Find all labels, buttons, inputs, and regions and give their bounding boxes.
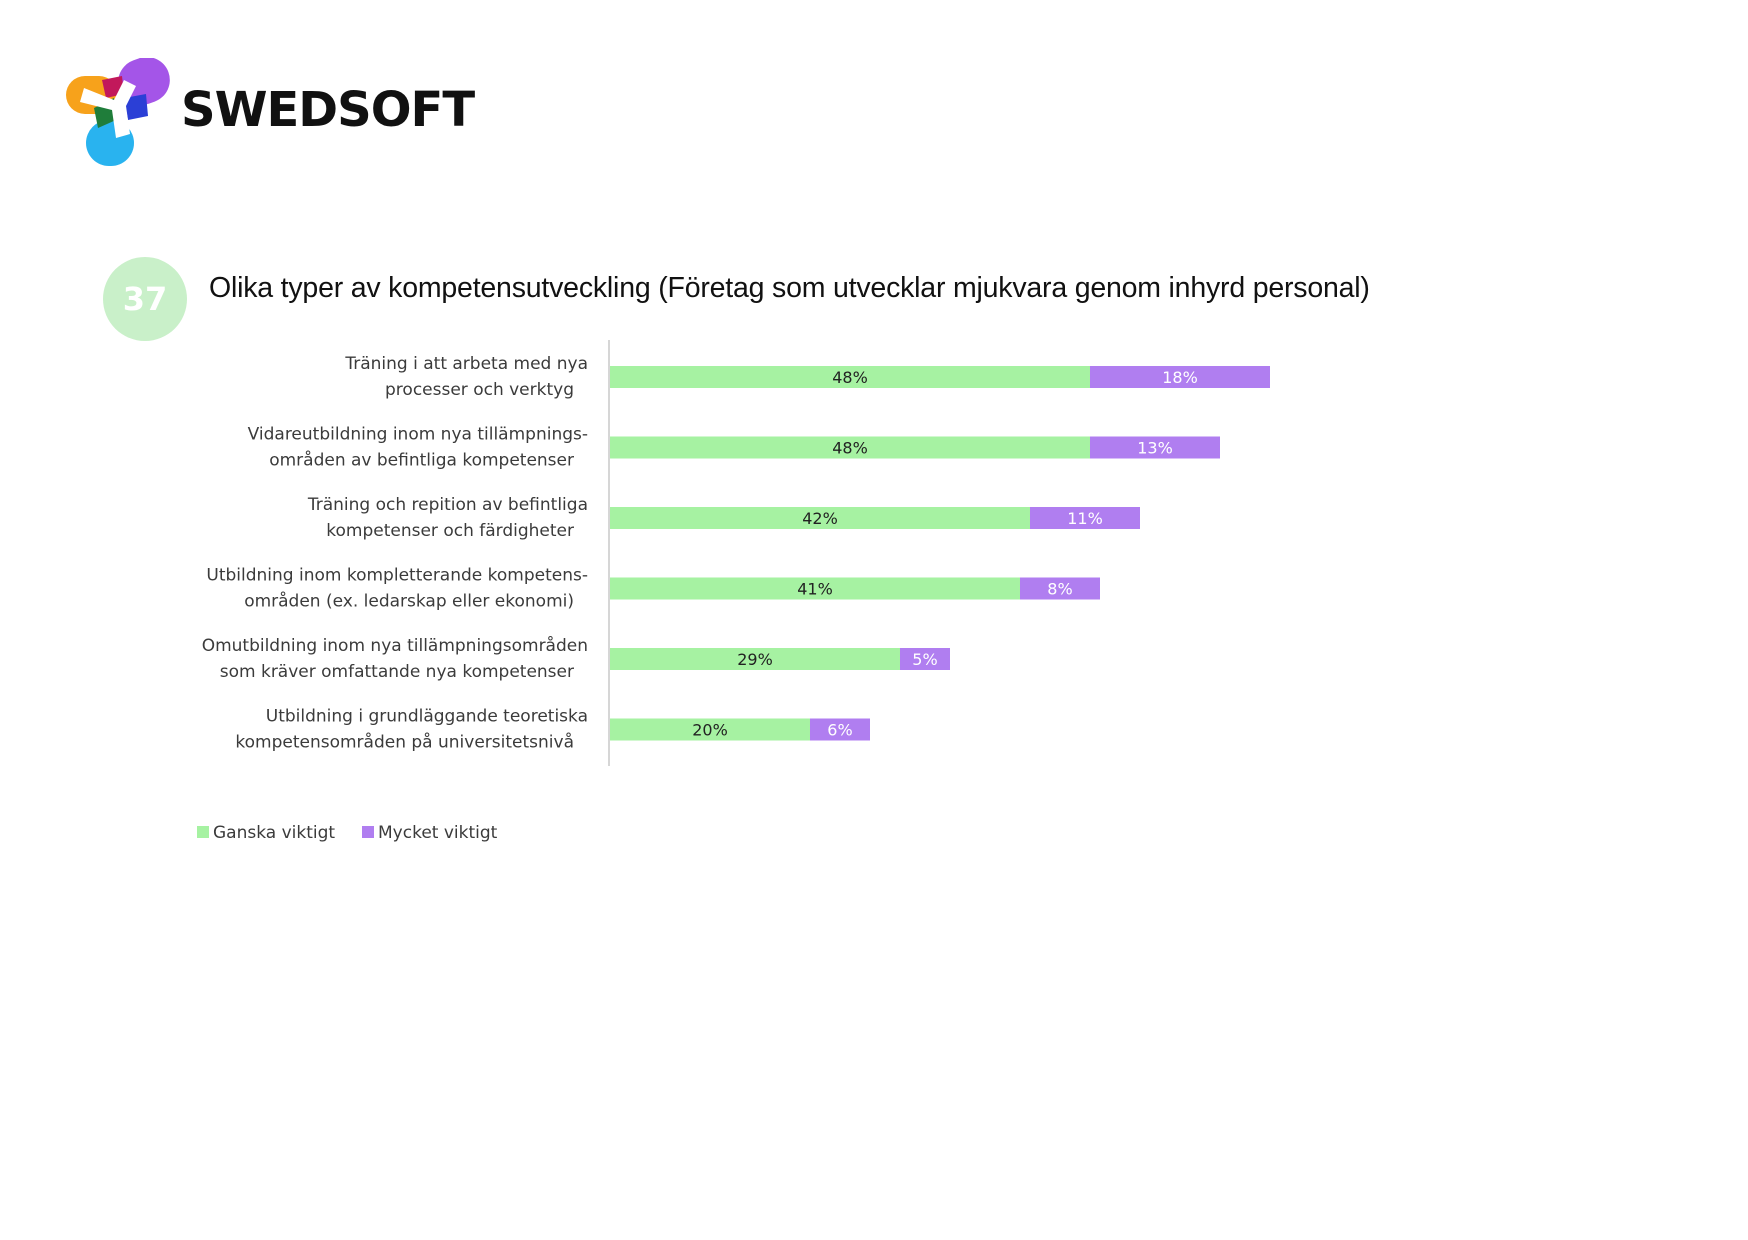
data-label: 42%: [802, 509, 838, 528]
category-label: Vidareutbildning inom nya tillämpnings-områden av befintliga kompetenser: [247, 424, 588, 471]
data-label: 13%: [1137, 438, 1173, 458]
category-label: Träning i att arbeta med nya processer och verktyg: [345, 354, 588, 400]
data-label: 48%: [832, 368, 868, 387]
data-label: 8%: [1047, 579, 1073, 599]
data-label: 18%: [1162, 368, 1198, 387]
figure-number: 37: [122, 280, 168, 318]
legend-swatch: [362, 826, 374, 838]
data-label: 20%: [692, 720, 728, 740]
category-label: Utbildning i grundläggande teoretiska kompetensområden på universitetsnivå: [235, 706, 588, 753]
data-label: 11%: [1067, 509, 1103, 528]
legend-swatch: [197, 826, 209, 838]
data-label: 48%: [832, 438, 868, 458]
data-label: 41%: [797, 579, 833, 599]
category-label: Träning och repition av befintliga kompetenser och färdigheter: [307, 495, 588, 541]
data-label: 29%: [737, 650, 773, 669]
legend-label: Mycket viktigt: [378, 823, 498, 843]
data-label: 6%: [827, 720, 853, 740]
chart-title: Olika typer av kompetensutveckling (Företag som utvecklar mjukvara genom inhyrd personal): [209, 272, 1370, 304]
brand-name: SWEDSOFT: [181, 82, 475, 138]
category-label: Utbildning inom kompletterande kompetens-områden (ex. ledarskap eller ekonomi): [206, 565, 588, 612]
legend-label: Ganska viktigt: [213, 823, 336, 843]
data-label: 5%: [912, 650, 938, 669]
category-label: Omutbildning inom nya tillämpningsområden som kräver omfattande nya kompetenser: [201, 636, 588, 682]
